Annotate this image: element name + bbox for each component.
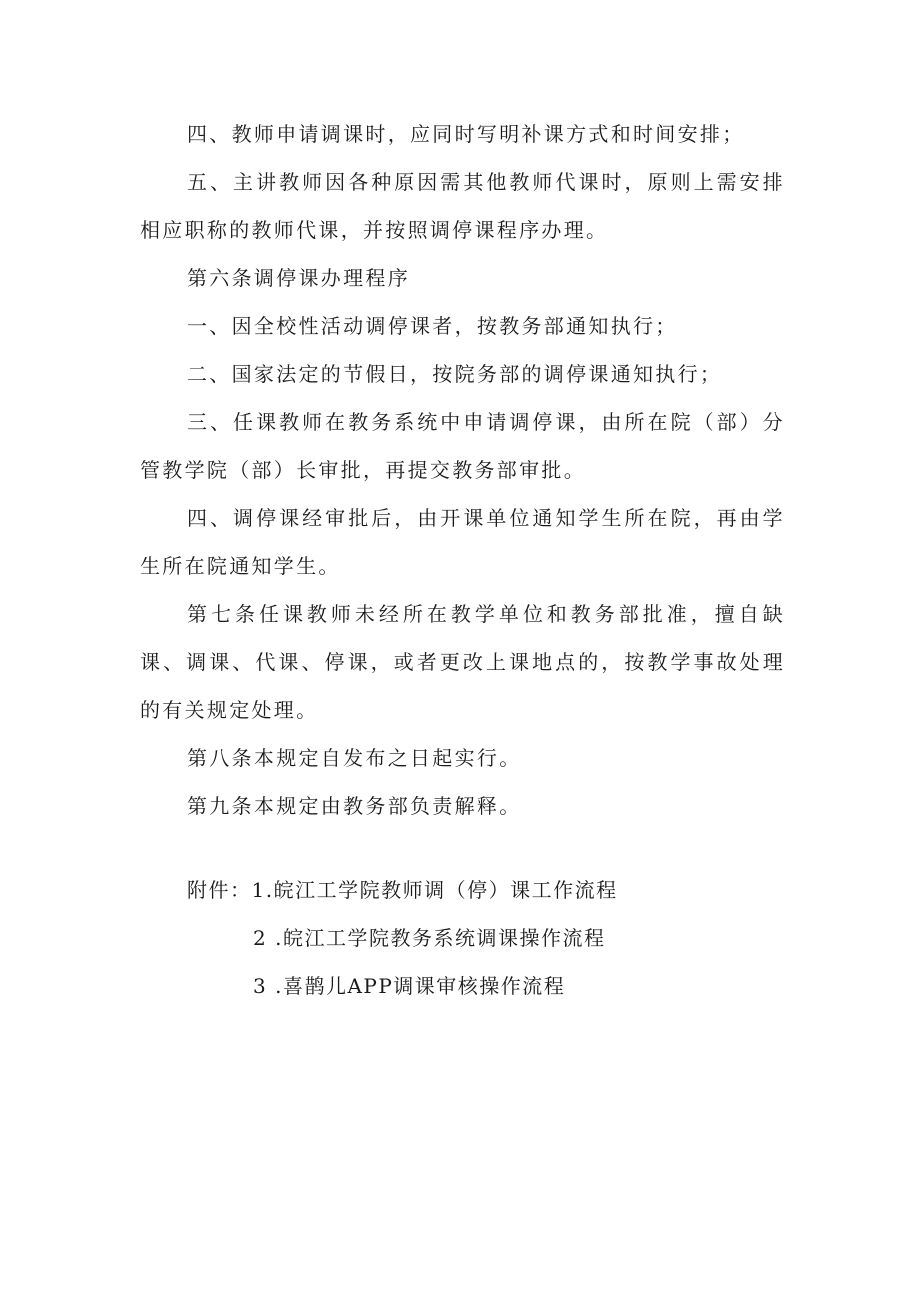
paragraph-system-application: 三、任课教师在教务系统中申请调停课，由所在院（部）分管教学院（部）长审批，再提交教务部审批。 xyxy=(140,410,785,482)
article-8-paragraph: 第八条本规定自发布之日起实行。 xyxy=(187,746,522,770)
attachment-item-1 xyxy=(187,866,618,914)
article-7-paragraph: 第七条任课教师未经所在教学单位和教务部批准，擅自缺课、调课、代课、停课，或者更改上课地点的，按教学事故处理的有关规定处理。 xyxy=(140,602,785,722)
paragraph-school-wide-activity: 一、因全校性活动调停课者，按教务部通知执行； xyxy=(187,314,678,338)
attachment-item-3: 3 .喜鹊儿APP调课审核操作流程 xyxy=(253,974,566,998)
article-6-heading: 第六条调停课办理程序 xyxy=(187,266,410,290)
attachment-item-2: 2 .皖江工学院教务系统调课操作流程 xyxy=(253,926,606,950)
paragraph-national-holidays: 二、国家法定的节假日，按院务部的调停课通知执行； xyxy=(187,362,723,386)
paragraph-teacher-application: 四、教师申请调课时，应同时写明补课方式和时间安排； xyxy=(187,122,745,146)
attachments-label: 附件： xyxy=(187,878,252,902)
paragraph-notify-students: 四、调停课经审批后，由开课单位通知学生所在院，再由学生所在院通知学生。 xyxy=(140,506,785,578)
paragraph-substitute-teacher: 五、主讲教师因各种原因需其他教师代课时，原则上需安排相应职称的教师代课，并按照调停课程序办理。 xyxy=(140,170,785,242)
article-9-paragraph: 第九条本规定由教务部负责解释。 xyxy=(187,794,522,818)
attachment-item-1-text: 1.皖江工学院教师调（停）课工作流程 xyxy=(251,878,618,902)
